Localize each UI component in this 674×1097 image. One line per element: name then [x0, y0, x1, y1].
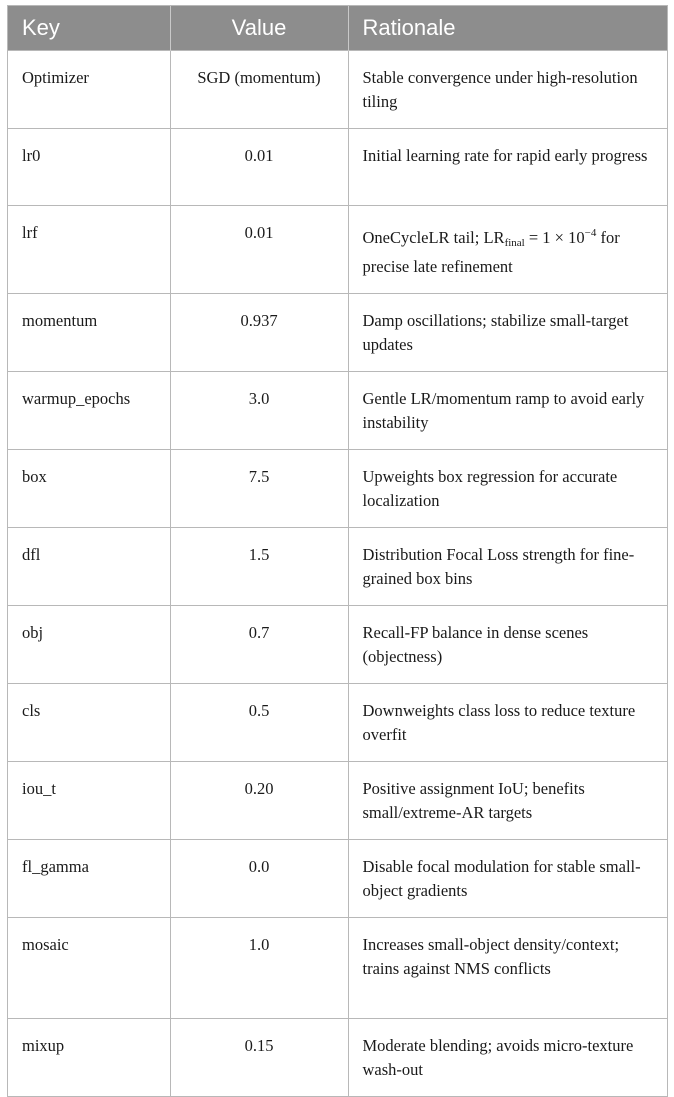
cell-value: 7.5	[170, 449, 348, 527]
header-key: Key	[22, 14, 60, 40]
table-row	[8, 293, 667, 371]
cell-value: 0.937	[170, 293, 348, 371]
cell-value: 1.0	[170, 917, 348, 1018]
header-rationale: Rationale	[348, 6, 667, 50]
table-row	[8, 128, 667, 205]
cell-key: mixup	[22, 1035, 65, 1055]
cell-rationale: Initial learning rate for rapid early progress	[348, 128, 667, 205]
table-row	[8, 205, 667, 293]
cell-rationale: Increases small-object density/context; trains against NMS conflicts	[348, 917, 667, 1018]
hyperparameter-table	[7, 5, 668, 1097]
table	[8, 6, 667, 1096]
cell-value: SGD (momentum)	[170, 50, 348, 128]
cell-rationale: Damp oscillations; stabilize small-target updates	[348, 293, 667, 371]
cell-key: dfl	[22, 544, 41, 564]
cell-key: mosaic	[22, 934, 69, 954]
cell-rationale: Distribution Focal Loss strength for fine-grained box bins	[348, 527, 667, 605]
table-row	[8, 839, 667, 917]
cell-rationale: Disable focal modulation for stable small-object gradients	[348, 839, 667, 917]
cell-key: lrf	[22, 222, 38, 242]
cell-value: 0.01	[170, 128, 348, 205]
superscript-exponent: −4	[584, 226, 597, 239]
rationale-text: = 1 × 10	[524, 227, 585, 247]
table-row	[8, 1018, 667, 1096]
cell-value: 0.01	[170, 205, 348, 293]
cell-key: obj	[22, 622, 44, 642]
table-row	[8, 761, 667, 839]
cell-rationale: Upweights box regression for accurate localization	[348, 449, 667, 527]
cell-key: warmup_epochs	[22, 388, 131, 408]
cell-rationale: Stable convergence under high-resolution tiling	[348, 50, 667, 128]
cell-rationale: Downweights class loss to reduce texture overfit	[348, 683, 667, 761]
cell-value: 3.0	[170, 371, 348, 449]
cell-value: 0.15	[170, 1018, 348, 1096]
cell-value: 0.20	[170, 761, 348, 839]
cell-rationale: Positive assignment IoU; benefits small/extreme-AR targets	[348, 761, 667, 839]
cell-value: 0.5	[170, 683, 348, 761]
cell-key: box	[22, 466, 47, 486]
cell-rationale: Recall-FP balance in dense scenes (objectness)	[348, 605, 667, 683]
table-row	[8, 371, 667, 449]
cell-rationale: Gentle LR/momentum ramp to avoid early instability	[348, 371, 667, 449]
table-row	[8, 683, 667, 761]
table-row	[8, 917, 667, 1018]
subscript-final: final	[504, 236, 525, 249]
header-row	[8, 6, 667, 50]
header-value: Value	[170, 6, 348, 50]
table-row	[8, 449, 667, 527]
cell-key: Optimizer	[22, 67, 89, 87]
cell-key: cls	[22, 700, 41, 720]
cell-value: 0.7	[170, 605, 348, 683]
table-row	[8, 527, 667, 605]
rationale-text: for precise late refinement	[362, 227, 620, 276]
cell-rationale	[348, 205, 667, 293]
table-row	[8, 50, 667, 128]
cell-key: fl_gamma	[22, 856, 89, 876]
table-body	[8, 50, 667, 1096]
cell-key: momentum	[22, 310, 98, 330]
cell-value: 0.0	[170, 839, 348, 917]
cell-key: lr0	[22, 145, 41, 165]
cell-key: iou_t	[22, 778, 56, 798]
table-header	[8, 6, 667, 50]
table-row	[8, 605, 667, 683]
cell-value: 1.5	[170, 527, 348, 605]
cell-rationale: Moderate blending; avoids micro-texture wash-out	[348, 1018, 667, 1096]
rationale-text: OneCycleLR tail; LR	[362, 227, 505, 247]
